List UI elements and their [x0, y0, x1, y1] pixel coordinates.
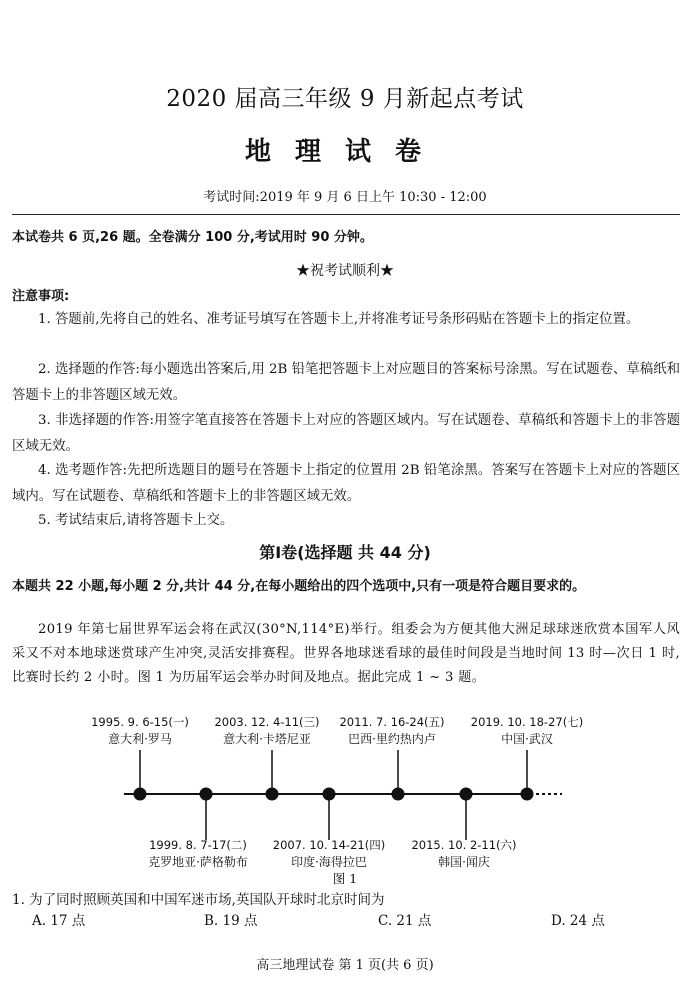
figure-caption: 图 1: [332, 871, 358, 886]
notice-item-5: 5. 考试结束后,请将答题卡上交。: [38, 513, 234, 528]
notice-item-1: 1. 答题前,先将自己的姓名、准考证号填写在答题卡上,并将准考证号条形码贴在答题卡上的指定位置。: [38, 312, 640, 327]
event-dot-1995: [134, 788, 147, 801]
event-dot-2003: [266, 788, 279, 801]
question-material: 2019 年第七届世界军运会将在武汉(30°N,114°E)举行。组委会为方便其他大洲足球球迷欣赏本国军人风采又不对本地球迷赏球产生冲突,灵活安排赛程。世界各地球迷看球的最佳时间段是当地时间 13 时—次日 1 时,比赛时长约 2 小时。图 1 为历届军运会举办时间及地点。据此完成 1 ~ 3 题。: [12, 622, 680, 685]
event-1999-date: 1999. 8. 7-17(二): [149, 838, 247, 852]
event-dot-2015: [460, 788, 473, 801]
event-2011-date: 2011. 7. 16-24(五): [339, 715, 445, 729]
event-dot-2019: [521, 788, 534, 801]
exam-time: 考试时间:2019 年 9 月 6 日上午 10:30 - 12:00: [203, 190, 487, 205]
exam-title: 2020 届高三年级 9 月新起点考试: [166, 86, 524, 112]
event-1995-place: 意大利·罗马: [108, 732, 172, 746]
page-footer: 高三地理试卷 第 1 页(共 6 页): [256, 958, 434, 973]
event-2003-date: 2003. 12. 4-11(三): [214, 715, 320, 729]
event-1995-date: 1995. 9. 6-15(一): [91, 715, 189, 729]
notice-item-4: 4. 选考题作答:先把所选题目的题号在答题卡上指定的位置用 2B 铅笔涂黑。答案写在答题卡上对应的答题区域内。写在试题卷、草稿纸和答题卡上的非答题区域无效。: [12, 463, 680, 504]
event-2011-place: 巴西·里约热内卢: [348, 732, 436, 746]
event-2015-place: 韩国·闻庆: [438, 855, 490, 869]
section-title: 第Ⅰ卷(选择题 共 44 分): [259, 543, 431, 562]
event-2003-place: 意大利·卡塔尼亚: [223, 732, 311, 746]
question-1-option-d[interactable]: D. 24 点: [551, 913, 605, 929]
question-1-option-b[interactable]: B. 19 点: [204, 913, 258, 929]
event-dot-1999: [200, 788, 213, 801]
section-instruction: 本题共 22 小题,每小题 2 分,共计 44 分,在每小题给出的四个选项中,只有一项是符合题目要求的。: [12, 579, 586, 594]
notice-heading: 注意事项:: [12, 289, 70, 304]
question-1-option-a[interactable]: A. 17 点: [32, 913, 86, 929]
paper-intro: 本试卷共 6 页,26 题。全卷满分 100 分,考试用时 90 分钟。: [12, 230, 373, 245]
header-divider: [12, 214, 680, 215]
subject-title: 地理试卷: [244, 137, 445, 167]
event-dot-2007: [323, 788, 336, 801]
event-2019-date: 2019. 10. 18-27(七): [470, 715, 584, 729]
event-dot-2011: [392, 788, 405, 801]
notice-item-2: 2. 选择题的作答:每小题选出答案后,用 2B 铅笔把答题卡上对应题目的答案标号涂黑。写在试题卷、草稿纸和答题卡上的非答题区域无效。: [12, 362, 680, 403]
event-2007-place: 印度·海得拉巴: [291, 855, 367, 869]
event-1999-place: 克罗地亚·萨格勒布: [148, 855, 248, 869]
good-luck-wish: ★祝考试顺利★: [296, 263, 394, 279]
event-2007-date: 2007. 10. 14-21(四): [272, 838, 386, 852]
question-1-option-c[interactable]: C. 21 点: [378, 913, 432, 929]
event-2015-date: 2015. 10. 2-11(六): [411, 838, 517, 852]
question-1-stem: 1. 为了同时照顾英国和中国军迷市场,英国队开球时北京时间为: [12, 892, 385, 908]
notice-item-3: 3. 非选择题的作答:用签字笔直接答在答题卡上对应的答题区域内。写在试题卷、草稿纸和答题卡上的非答题区域无效。: [12, 413, 680, 454]
event-2019-place: 中国·武汉: [501, 732, 553, 746]
timeline-figure: [0, 710, 690, 890]
